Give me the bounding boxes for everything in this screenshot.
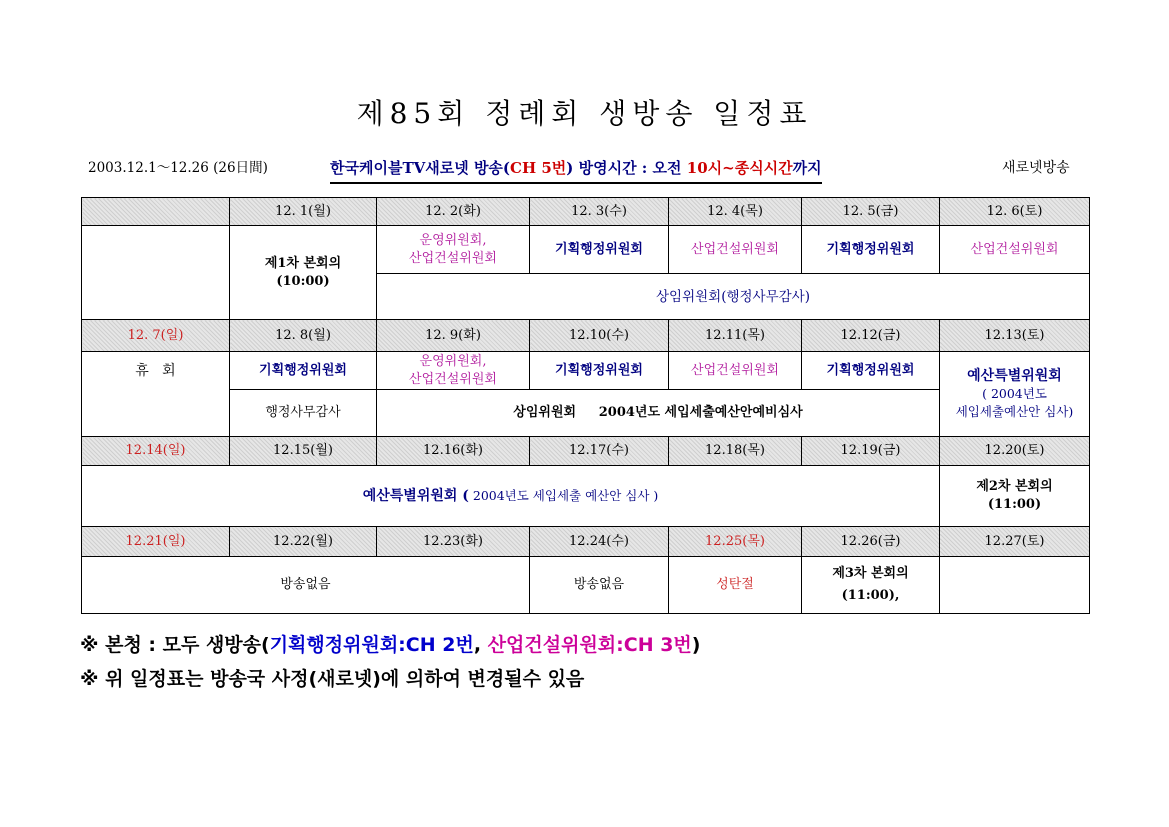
week1-event-row	[82, 226, 1090, 274]
date-cell: 12. 6(토)	[940, 198, 1090, 226]
week2-span-row	[82, 390, 1090, 437]
date-cell: 12.26(금)	[802, 527, 940, 557]
event-cell-span: 상임위원회(행정사무감사)	[377, 274, 1090, 320]
date-cell: 12.24(수)	[530, 527, 669, 557]
date-cell-sunday: 12. 7(일)	[82, 320, 230, 352]
station-name: 새로넷방송	[1002, 160, 1070, 176]
note-suffix: )	[691, 634, 701, 656]
event-cell-plenary	[230, 226, 377, 320]
event-cell-committee: 기획행정위원회	[230, 352, 377, 390]
event-cell-no-broadcast: 방송없음	[82, 557, 530, 614]
page-title: 제85회 정례회 생방송 일정표	[356, 97, 813, 130]
date-cell: 12.10(수)	[530, 320, 669, 352]
event-cell-plenary	[940, 466, 1090, 527]
event-title: 제3차 본회의	[832, 566, 909, 581]
week4-event-row	[82, 557, 1090, 614]
event-line: 예산특별위원회	[967, 368, 1062, 384]
event-cell-span	[82, 466, 940, 527]
note-separator: ,	[473, 634, 488, 656]
date-cell: 12. 9(화)	[377, 320, 530, 352]
week3-event-row	[82, 466, 1090, 527]
broadcast-prefix: 한국케이블TV새로넷 방송(	[330, 159, 511, 177]
date-cell-holiday: 12.25(목)	[669, 527, 802, 557]
broadcast-time: 10시~종식시간	[686, 159, 793, 177]
event-cell-audit: 행정사무감사	[230, 390, 377, 437]
event-cell-span	[377, 390, 940, 437]
date-cell: 12.22(월)	[230, 527, 377, 557]
date-cell-sunday: 12.14(일)	[82, 437, 230, 466]
date-cell: 12. 2(화)	[377, 198, 530, 226]
event-cell-committee	[377, 352, 530, 390]
date-cell: 12. 4(목)	[669, 198, 802, 226]
date-cell: 12.12(금)	[802, 320, 940, 352]
broadcast-suffix: 까지	[792, 159, 822, 177]
date-cell: 12. 8(월)	[230, 320, 377, 352]
note-broadcast-channels	[80, 630, 700, 657]
event-cell-committee: 산업건설위원회	[669, 226, 802, 274]
event-cell-holiday: 성탄절	[669, 557, 802, 614]
event-line: 산업건설위원회	[409, 250, 497, 266]
event-title: 제2차 본회의	[976, 479, 1053, 494]
date-cell: 12.18(목)	[669, 437, 802, 466]
broadcast-info	[330, 158, 822, 184]
event-line: 운영위원회,	[419, 353, 487, 369]
note-channel-planning: 기획행정위원회:CH 2번	[269, 634, 474, 656]
broadcast-mid: ) 방영시간 : 오전	[566, 159, 687, 177]
date-cell: 12.23(화)	[377, 527, 530, 557]
date-cell: 12.15(월)	[230, 437, 377, 466]
span-title: 상임위원회	[513, 405, 577, 420]
event-line: 산업건설위원회	[409, 371, 497, 387]
week2-event-row	[82, 352, 1090, 390]
date-cell: 12.16(화)	[377, 437, 530, 466]
note-prefix: ※ 본청 : 모두 생방송(	[80, 634, 270, 656]
week2-date-row	[82, 320, 1090, 352]
date-cell-sunday: 12.21(일)	[82, 527, 230, 557]
schedule-table	[81, 197, 1090, 614]
event-cell-committee: 산업건설위원회	[940, 226, 1090, 274]
broadcast-period: 2003.12.1～12.26 (26日間)	[88, 160, 268, 176]
event-cell-empty	[82, 226, 230, 320]
date-cell: 12.20(토)	[940, 437, 1090, 466]
event-title: 제1차 본회의	[264, 255, 342, 271]
event-time: (10:00)	[276, 273, 330, 289]
date-cell: 12. 5(금)	[802, 198, 940, 226]
week3-date-row	[82, 437, 1090, 466]
event-line: 세입세출예산안 심사)	[955, 404, 1074, 419]
date-cell: 12.17(수)	[530, 437, 669, 466]
note-schedule-change: ※ 위 일정표는 방송국 사정(새로넷)에 의하여 변경될수 있음	[80, 668, 585, 690]
event-cell-empty	[940, 557, 1090, 614]
date-cell: 12. 3(수)	[530, 198, 669, 226]
event-cell-committee: 기획행정위원회	[530, 226, 669, 274]
note-channel-construction: 산업건설위원회:CH 3번	[487, 634, 692, 656]
event-time: (11:00)	[987, 497, 1042, 512]
span-detail: 2004년도 세입세출예산안예비심사	[598, 405, 803, 420]
week4-date-row	[82, 527, 1090, 557]
event-cell-plenary	[802, 557, 940, 614]
broadcast-channel: CH 5번	[510, 159, 567, 177]
event-cell-recess: 휴 회	[82, 352, 230, 437]
event-cell-committee: 기획행정위원회	[530, 352, 669, 390]
date-cell: 12.13(토)	[940, 320, 1090, 352]
event-line: 운영위원회,	[419, 232, 487, 248]
event-cell-committee: 기획행정위원회	[802, 352, 940, 390]
date-cell: 12.27(토)	[940, 527, 1090, 557]
date-cell: 12.19(금)	[802, 437, 940, 466]
span-detail: 2004년도 세입세출 예산안 심사 )	[468, 487, 659, 503]
event-cell-budget	[940, 352, 1090, 437]
date-cell	[82, 198, 230, 226]
event-cell-committee: 기획행정위원회	[802, 226, 940, 274]
event-time: (11:00),	[841, 588, 900, 603]
event-cell-no-broadcast: 방송없음	[530, 557, 669, 614]
date-cell: 12.11(목)	[669, 320, 802, 352]
week1-date-row	[82, 198, 1090, 226]
event-cell-committee: 산업건설위원회	[669, 352, 802, 390]
event-line: ( 2004년도	[982, 386, 1047, 401]
span-title: 예산특별위원회 (	[362, 487, 469, 504]
date-cell: 12. 1(월)	[230, 198, 377, 226]
event-cell-committee	[377, 226, 530, 274]
